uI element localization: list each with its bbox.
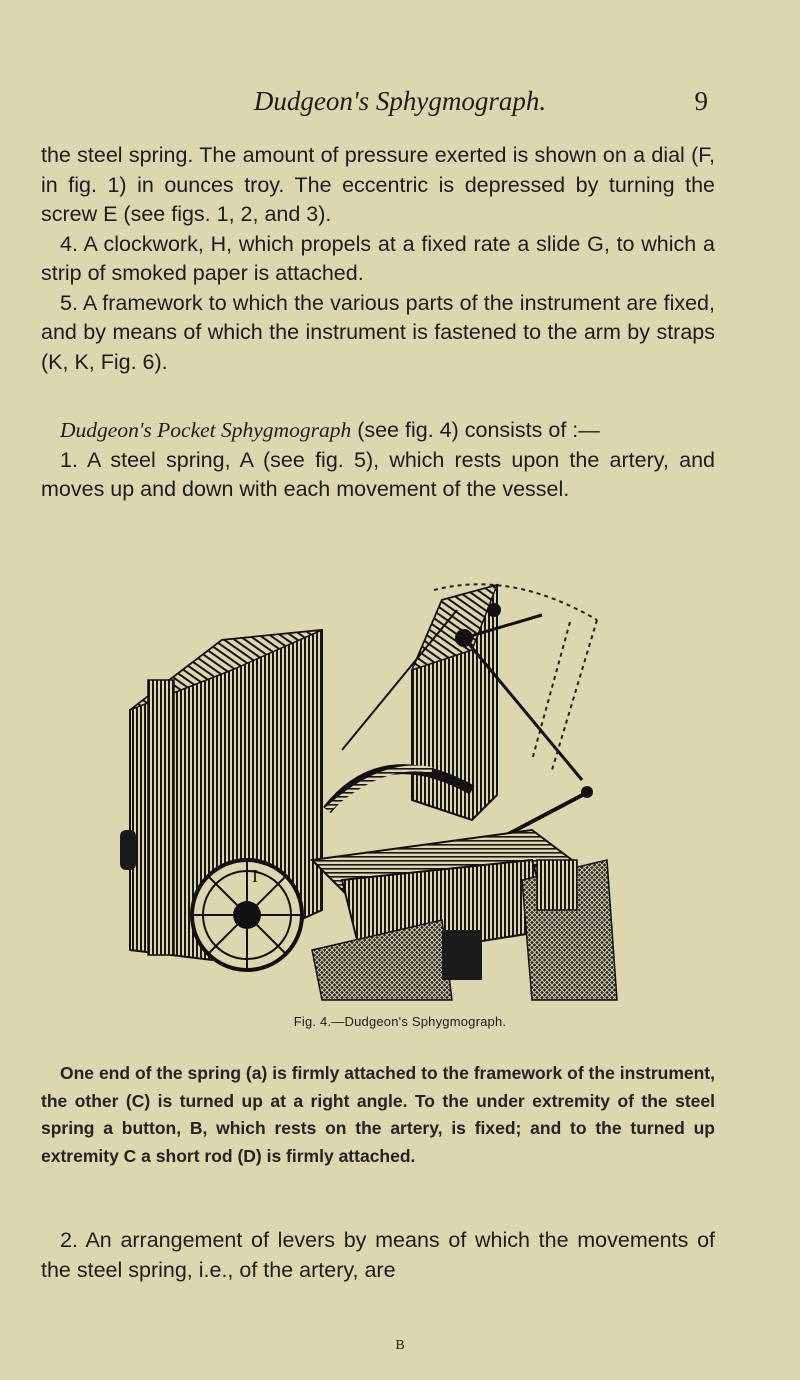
running-head-title: Dudgeon's Sphygmograph. <box>253 86 547 116</box>
bottom-text-block <box>41 1226 715 1285</box>
paragraph-item-5: 5. A framework to which the various parts of the instrument are fixed, and by means of which the instrument is fastened to the arm by straps (K, K, Fig. 6). <box>41 290 715 374</box>
top-text-block <box>41 141 715 377</box>
paragraph-item-1: 1. A steel spring, A (see fig. 5), which rests upon the artery, and moves up and down with each movement of the vessel. <box>41 447 715 501</box>
dial-icon <box>192 860 302 970</box>
pivot-icon-upper <box>487 603 501 617</box>
stylus-tip-icon <box>581 786 593 798</box>
figure-caption: Fig. 4.—Dudgeon's Sphygmograph. <box>293 1014 507 1029</box>
paragraph-item-2: 2. An arrangement of levers by means of which the movements of the steel spring, i.e., of the artery, are <box>41 1228 715 1282</box>
section-text-block <box>41 416 715 505</box>
page-number: 9 <box>694 86 708 116</box>
button-foot <box>442 930 482 980</box>
signature-mark: B <box>395 1338 405 1353</box>
paragraph-continuation: the steel spring. The amount of pressure exerted is shown on a dial (F, in fig. 1) in ounces troy. The eccentric is depressed by turning the screw E (see figs. 1, 2, and 3). <box>41 143 715 226</box>
paragraph-item-4: 4. A clockwork, H, which propels at a fixed rate a slide G, to which a strip of smoked paper is attached. <box>41 231 715 285</box>
section-lead-italic: Dudgeon's Pocket Sphygmograph <box>60 418 352 442</box>
section-lead-rest: (see fig. 4) consists of :— <box>351 418 600 442</box>
pointer-dashed-lines <box>532 620 597 770</box>
bracket-right <box>537 860 577 910</box>
sphygmograph-drawing <box>112 560 632 1010</box>
sphygmograph-illustration <box>112 560 632 1010</box>
clockwork-side-panel <box>148 680 174 955</box>
winding-knob <box>120 830 136 870</box>
small-print-text: One end of the spring (a) is firmly attached to the framework of the instrument, the other (C) is turned up at a right angle. To the under extremity of the steel spring a button, B, which rests on the artery, is fixed; and to the turned up extremity C a short rod (D) is firmly attached. <box>41 1063 715 1166</box>
small-print-paragraph <box>41 1060 715 1170</box>
section-lead <box>41 416 715 446</box>
running-head <box>0 86 800 126</box>
dial-label: I <box>252 866 258 886</box>
